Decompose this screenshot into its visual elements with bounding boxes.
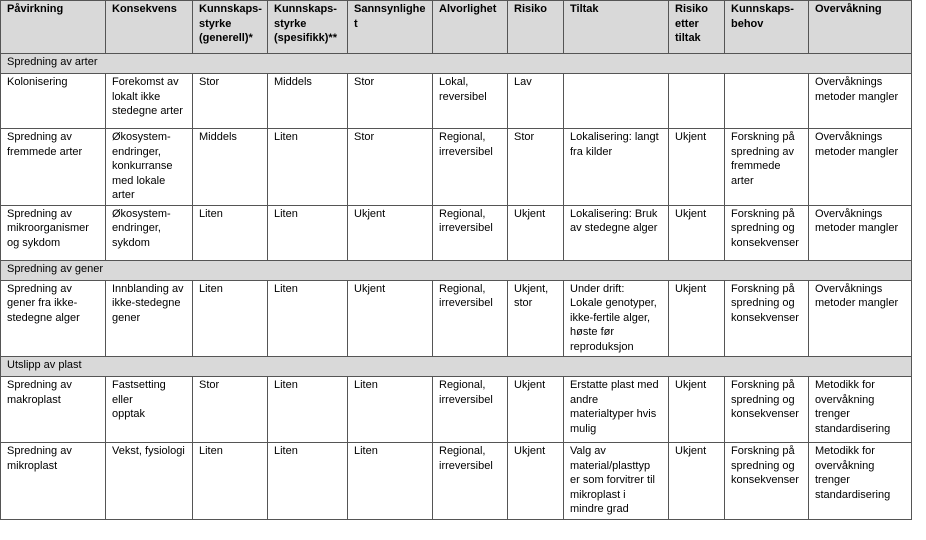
table-row (1, 74, 912, 129)
section-header-row (1, 357, 912, 377)
col-header-tiltak: Tiltak (564, 1, 669, 54)
table-cell: Ukjent (669, 443, 725, 520)
table-cell: Overvåknings metoder mangler (809, 205, 912, 260)
table-row (1, 205, 912, 260)
table-cell: Forskning på spredning og konsekvenser (725, 280, 809, 357)
table-cell: Liten (268, 443, 348, 520)
table-cell: Forskning på spredning og konsekvenser (725, 377, 809, 443)
table-cell: Forskning på spredning av fremmede arter (725, 129, 809, 206)
table-cell: Spredning av makroplast (1, 377, 106, 443)
col-header-konsekvens: Konsekvens (106, 1, 193, 54)
col-header-overvakning: Overvåkning (809, 1, 912, 54)
table-cell: Liten (268, 377, 348, 443)
table-cell: Liten (193, 280, 268, 357)
table-cell: Spredning av mikroplast (1, 443, 106, 520)
table-cell: Økosystem- endringer, sykdom (106, 205, 193, 260)
table-cell: Regional, irreversibel (433, 280, 508, 357)
col-header-sannsynlighet: Sannsynlighet (348, 1, 433, 54)
table-cell: Lav (508, 74, 564, 129)
table-cell: Økosystem- endringer, konkurranse med lokale arter (106, 129, 193, 206)
table-cell: Spredning av gener fra ikke- stedegne alger (1, 280, 106, 357)
table-cell (669, 74, 725, 129)
table-cell: Liten (268, 280, 348, 357)
table-cell: Ukjent (348, 280, 433, 357)
table-cell: Spredning av fremmede arter (1, 129, 106, 206)
section-title: Spredning av arter (1, 54, 912, 74)
table-cell: Liten (348, 377, 433, 443)
table-cell: Lokalisering: Bruk av stedegne alger (564, 205, 669, 260)
table-cell: Erstatte plast med andre materialtyper hvis mulig (564, 377, 669, 443)
section-header-row (1, 260, 912, 280)
table-cell: Stor (348, 129, 433, 206)
table-cell: Forekomst av lokalt ikke stedegne arter (106, 74, 193, 129)
table-cell: Middels (268, 74, 348, 129)
col-header-kunnskapsstyrke-generell: Kunnskaps- styrke (generell)* (193, 1, 268, 54)
table-cell: Stor (193, 74, 268, 129)
table-cell: Spredning av mikroorganismer og sykdom (1, 205, 106, 260)
table-cell: Regional, irreversibel (433, 377, 508, 443)
table-cell: Stor (193, 377, 268, 443)
table-cell: Ukjent (508, 377, 564, 443)
table-cell: Liten (348, 443, 433, 520)
table-cell: Under drift: Lokale genotyper, ikke-fertile alger, høste før reproduksjon (564, 280, 669, 357)
table-cell: Forskning på spredning og konsekvenser (725, 205, 809, 260)
table-row (1, 443, 912, 520)
section-header-row (1, 54, 912, 74)
col-header-kunnskapsstyrke-spesifikk: Kunnskaps- styrke (spesifikk)** (268, 1, 348, 54)
table-cell: Innblanding av ikke-stedegne gener (106, 280, 193, 357)
table-cell: Middels (193, 129, 268, 206)
table-cell: Lokal, reversibel (433, 74, 508, 129)
table-cell: Stor (508, 129, 564, 206)
col-header-pavirkning: Påvirkning (1, 1, 106, 54)
table-cell: Ukjent, stor (508, 280, 564, 357)
table-cell: Liten (193, 443, 268, 520)
table-cell: Ukjent (348, 205, 433, 260)
col-header-risiko: Risiko (508, 1, 564, 54)
col-header-risiko-etter-tiltak: Risiko etter tiltak (669, 1, 725, 54)
table-cell: Metodikk for overvåkning trenger standardisering (809, 377, 912, 443)
table-cell (725, 74, 809, 129)
table-row (1, 280, 912, 357)
table-cell: Regional, irreversibel (433, 129, 508, 206)
section-title: Utslipp av plast (1, 357, 912, 377)
table-cell: Ukjent (669, 205, 725, 260)
table-cell: Liten (193, 205, 268, 260)
table-cell: Overvåknings metoder mangler (809, 74, 912, 129)
table-cell: Ukjent (669, 280, 725, 357)
col-header-alvorlighet: Alvorlighet (433, 1, 508, 54)
section-title: Spredning av gener (1, 260, 912, 280)
table-row (1, 129, 912, 206)
table-cell: Ukjent (508, 443, 564, 520)
table-cell: Kolonisering (1, 74, 106, 129)
table-cell: Metodikk for overvåkning trenger standardisering (809, 443, 912, 520)
table-cell: Liten (268, 205, 348, 260)
table-cell: Ukjent (669, 129, 725, 206)
table-cell: Regional, irreversibel (433, 443, 508, 520)
table-cell: Ukjent (508, 205, 564, 260)
table-cell: Lokalisering: langt fra kilder (564, 129, 669, 206)
table-body (1, 54, 912, 520)
table-cell: Stor (348, 74, 433, 129)
col-header-kunnskapsbehov: Kunnskaps- behov (725, 1, 809, 54)
table-row (1, 377, 912, 443)
table-cell: Overvåknings metoder mangler (809, 280, 912, 357)
table-cell: Overvåknings metoder mangler (809, 129, 912, 206)
table-cell: Liten (268, 129, 348, 206)
table-cell: Vekst, fysiologi (106, 443, 193, 520)
table-cell: Regional, irreversibel (433, 205, 508, 260)
table-cell: Fastsetting eller opptak (106, 377, 193, 443)
table-cell: Forskning på spredning og konsekvenser (725, 443, 809, 520)
header-row (1, 1, 912, 54)
table-cell: Valg av material/plasttyp er som forvitrer til mikroplast i mindre grad (564, 443, 669, 520)
table-cell (564, 74, 669, 129)
table-cell: Ukjent (669, 377, 725, 443)
